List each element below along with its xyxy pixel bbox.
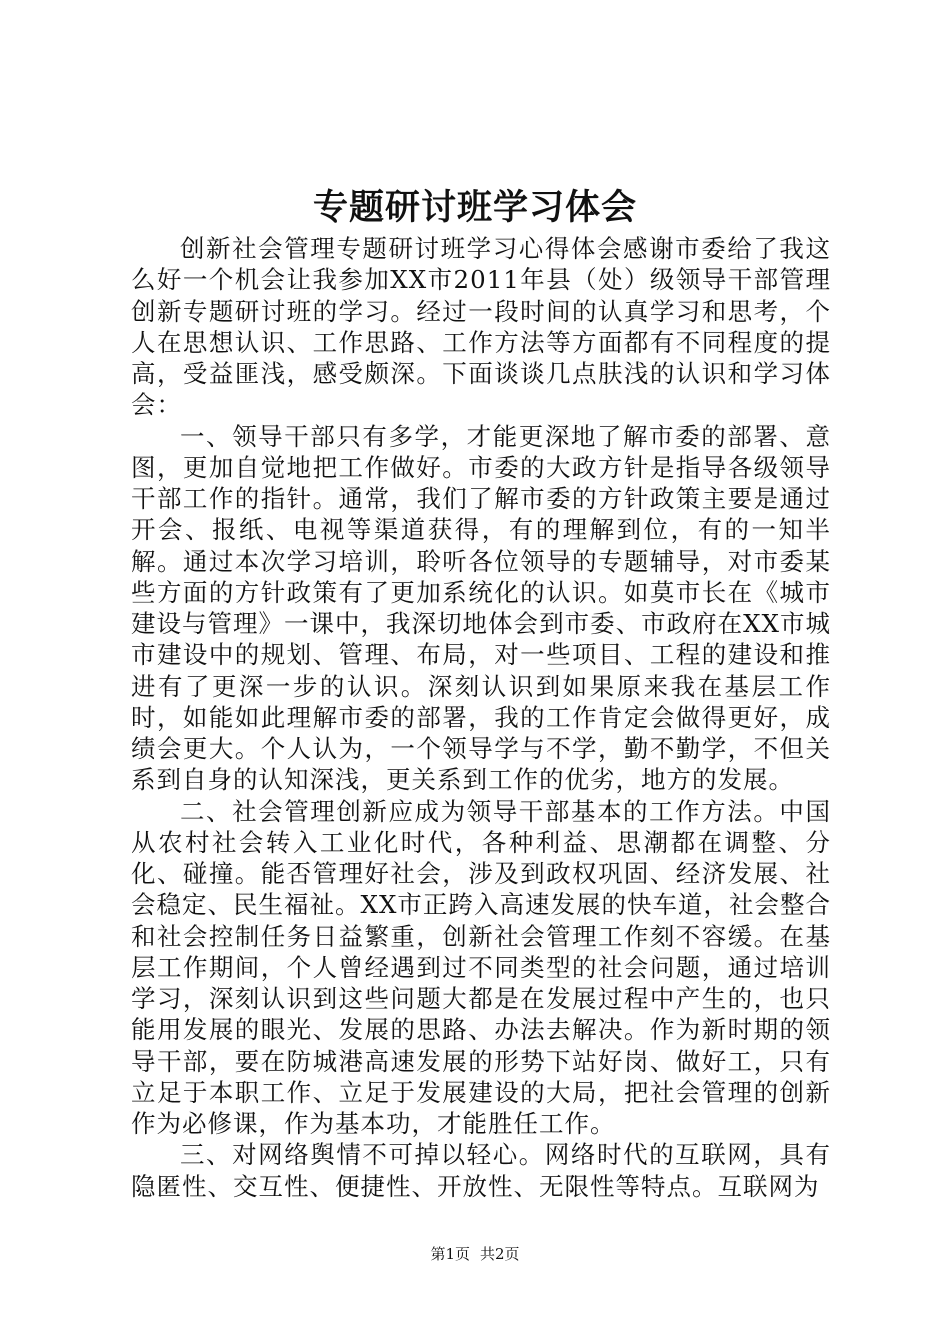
paragraph-point-three: 三、对网络舆情不可掉以轻心。网络时代的互联网，具有隐匿性、交互性、便捷性、开放性、无限性等特点。互联网为	[131, 1140, 831, 1201]
paragraph-point-two: 二、社会管理创新应成为领导干部基本的工作方法。中国从农村社会转入工业化时代，各种利益、思潮都在调整、分化、碰撞。能否管理好社会，涉及到政权巩固、经济发展、社会稳定、民生福祉。XX市正跨入高速发展的快车道，社会整合和社会控制任务日益繁重，创新社会管理工作刻不容缓。在基层工作期间，个人曾经遇到过不同类型的社会问题，通过培训学习，深刻认识到这些问题大都是在发展过程中产生的，也只能用发展的眼光、发展的思路、办法去解决。作为新时期的领导干部，要在防城港高速发展的形势下站好岗、做好工，只有立足于本职工作、立足于发展建设的大局，把社会管理的创新作为必修课，作为基本功，才能胜任工作。	[131, 796, 831, 1138]
paragraph-intro: 创新社会管理专题研讨班学习心得体会感谢市委给了我这么好一个机会让我参加XX市2011年县（处）级领导干部管理创新专题研讨班的学习。经过一段时间的认真学习和思考，个人在思想认识、工作思路、工作方法等方面都有不同程度的提高，受益匪浅，感受颇深。下面谈谈几点肤浅的认识和学习体会：	[131, 234, 831, 420]
document-body	[131, 233, 831, 1202]
page-number-total: 共2页	[480, 1245, 520, 1263]
document-title: 专题研讨班学习体会	[312, 187, 637, 228]
page-footer	[0, 1243, 950, 1265]
page-number-current: 第1页	[430, 1245, 470, 1263]
paragraph-point-one: 一、领导干部只有多学，才能更深地了解市委的部署、意图，更加自觉地把工作做好。市委的大政方针是指导各级领导干部工作的指针。通常，我们了解市委的方针政策主要是通过开会、报纸、电视等渠道获得，有的理解到位，有的一知半解。通过本次学习培训，聆听各位领导的专题辅导，对市委某些方面的方针政策有了更加系统化的认识。如莫市长在《城市建设与管理》一课中，我深切地体会到市委、市政府在XX市城市建设中的规划、管理、布局，对一些项目、工程的建设和推进有了更深一步的认识。深刻认识到如果原来我在基层工作时，如能如此理解市委的部署，我的工作肯定会做得更好，成绩会更大。个人认为，一个领导学与不学，勤不勤学，不但关系到自身的认知深浅，更关系到工作的优劣，地方的发展。	[131, 421, 831, 795]
